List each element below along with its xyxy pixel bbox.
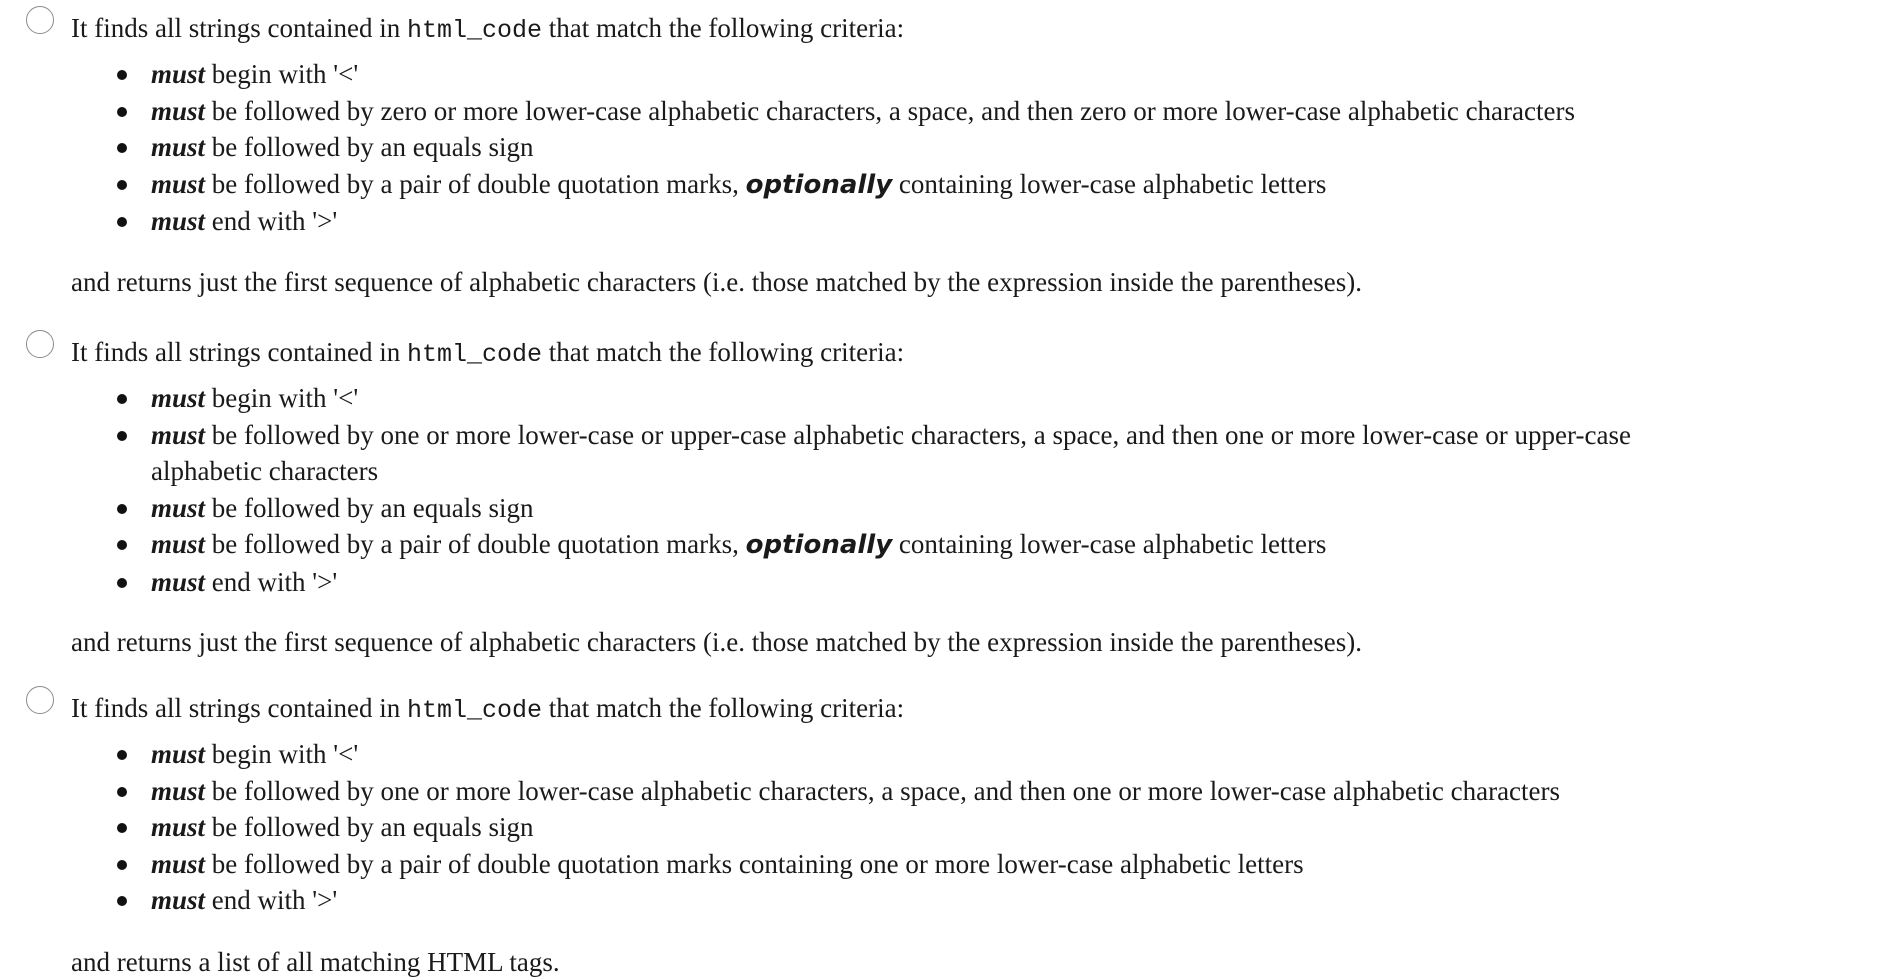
- criteria-item: must begin with '<': [0, 56, 1711, 93]
- criteria-item: must end with '>': [0, 564, 1711, 601]
- criteria-list: [0, 736, 1711, 919]
- option-outro: and returns a list of all matching HTML tags.: [71, 947, 560, 977]
- code-identifier: html_code: [406, 340, 542, 369]
- criteria-item: must be followed by zero or more lower-case alphabetic characters, a space, and then zero or more lower-case alphabetic characters: [0, 93, 1711, 130]
- emphasis-text: optionally: [745, 530, 893, 560]
- bullet-icon: [117, 787, 127, 797]
- criteria-item: must begin with '<': [0, 380, 1711, 417]
- criteria-item: must be followed by a pair of double quotation marks containing one or more lower-case alphabetic letters: [0, 846, 1711, 883]
- bullet-icon: [117, 860, 127, 870]
- emphasis-text: optionally: [745, 169, 893, 200]
- bullet-icon: [117, 823, 127, 833]
- radio-button-option-1[interactable]: [26, 6, 54, 34]
- option-outro: and returns just the first sequence of alphabetic characters (i.e. those matched by the expression inside the parentheses).: [71, 627, 1363, 657]
- criteria-item: must begin with '<': [0, 736, 1711, 773]
- bullet-icon: [117, 217, 127, 227]
- criteria-list: [0, 380, 1711, 600]
- criteria-item: must be followed by a pair of double quotation marks, optionally containing lower-case alphabetic letters: [0, 166, 1711, 204]
- bullet-icon: [117, 431, 127, 441]
- bullet-icon: [117, 896, 127, 906]
- bullet-icon: [117, 540, 127, 550]
- code-identifier: html_code: [406, 16, 542, 45]
- criteria-item: must be followed by a pair of double quotation marks, optionally containing lower-case alphabetic letters: [0, 526, 1711, 564]
- radio-button-option-2[interactable]: [26, 330, 54, 358]
- bullet-icon: [117, 394, 127, 404]
- bullet-icon: [117, 750, 127, 760]
- option-outro: and returns just the first sequence of alphabetic characters (i.e. those matched by the expression inside the parentheses).: [71, 267, 1363, 297]
- criteria-item: must be followed by an equals sign: [0, 490, 1711, 527]
- criteria-item: must end with '>': [0, 203, 1711, 240]
- bullet-icon: [117, 578, 127, 588]
- option-intro: It finds all strings contained in html_code that match the following criteria:: [71, 693, 905, 725]
- bullet-icon: [117, 70, 127, 80]
- criteria-item: must end with '>': [0, 882, 1711, 919]
- option-intro: It finds all strings contained in html_code that match the following criteria:: [71, 13, 905, 45]
- criteria-item: must be followed by an equals sign: [0, 809, 1711, 846]
- criteria-list: [0, 56, 1711, 240]
- criteria-item: must be followed by one or more lower-case or upper-case alphabetic characters, a space, and then one or more lower-case or upper-case alphabetic characters: [0, 417, 1711, 490]
- option-intro: It finds all strings contained in html_code that match the following criteria:: [71, 337, 905, 369]
- radio-button-option-3[interactable]: [26, 686, 54, 714]
- criteria-item: must be followed by one or more lower-case alphabetic characters, a space, and then one or more lower-case alphabetic characters: [0, 773, 1711, 810]
- bullet-icon: [117, 504, 127, 514]
- bullet-icon: [117, 107, 127, 117]
- bullet-icon: [117, 143, 127, 153]
- criteria-item: must be followed by an equals sign: [0, 129, 1711, 166]
- bullet-icon: [117, 180, 127, 190]
- code-identifier: html_code: [406, 696, 542, 725]
